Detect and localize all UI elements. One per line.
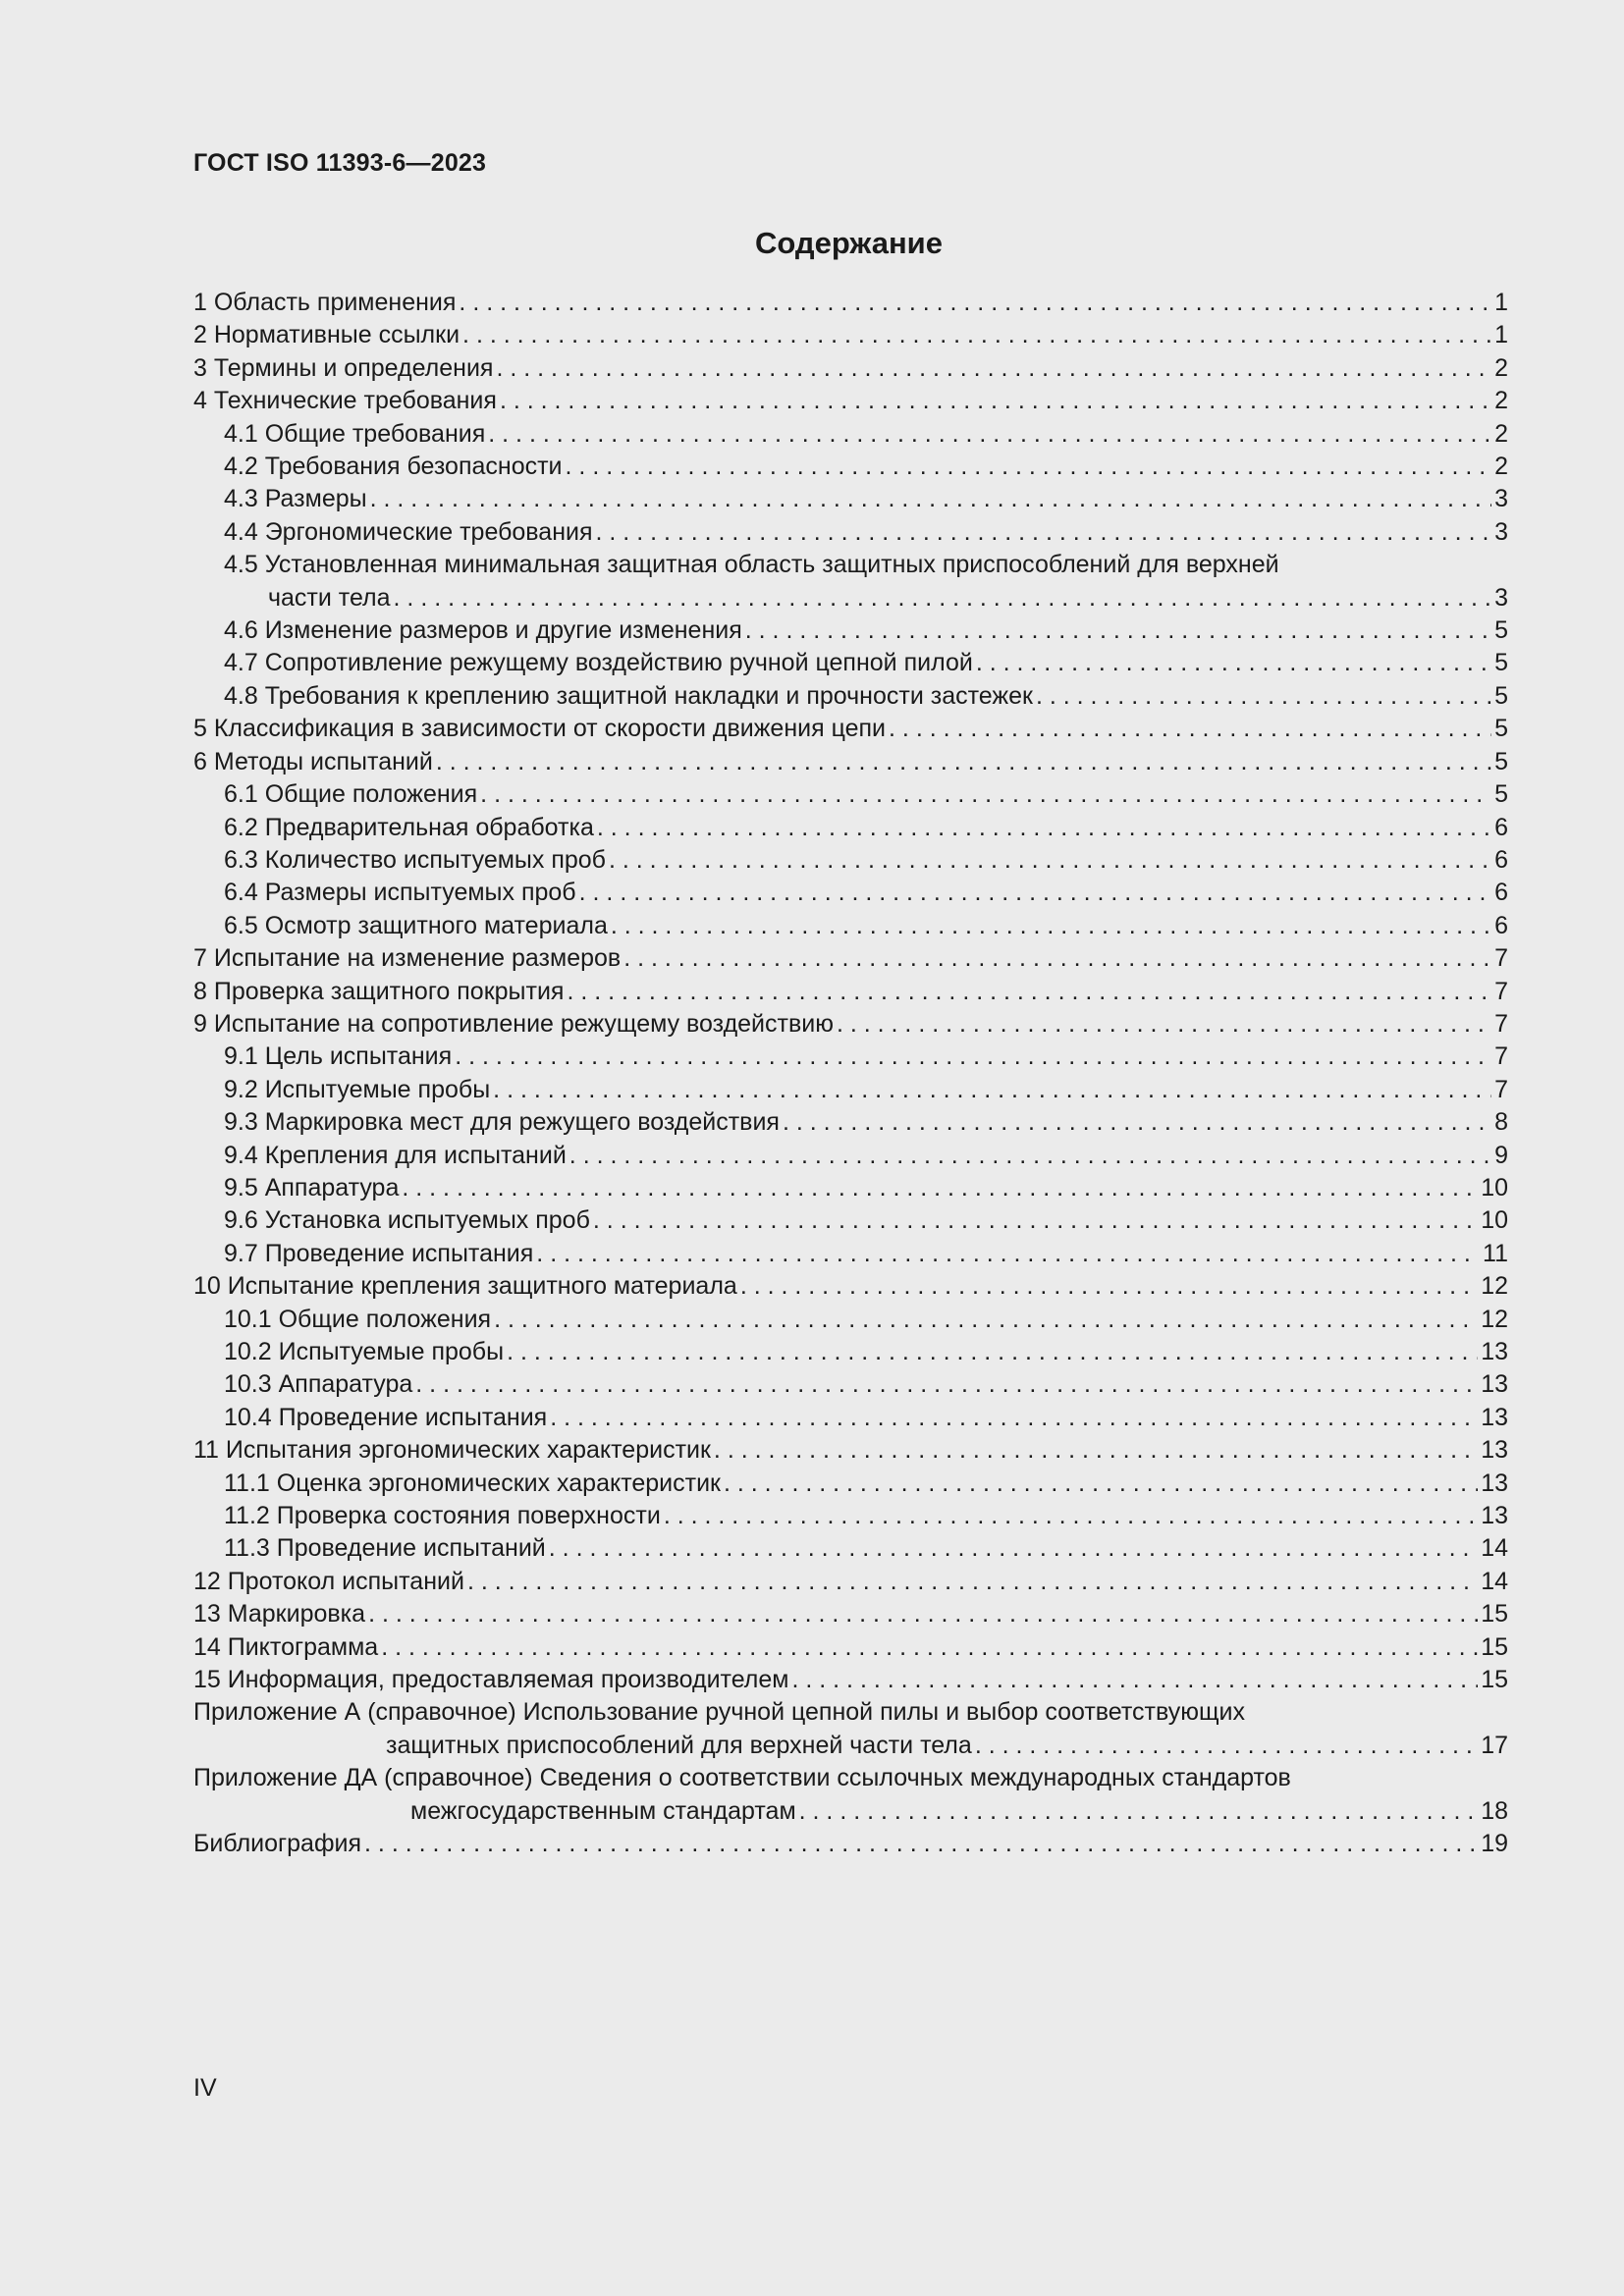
toc-entry[interactable] — [193, 1598, 1508, 1630]
toc-leader-dots — [364, 1828, 1478, 1860]
toc-entry[interactable] — [193, 549, 1508, 581]
toc-leader-dots — [609, 844, 1491, 877]
toc-entry-page: 19 — [1481, 1830, 1508, 1858]
toc-entry-page: 18 — [1481, 1796, 1508, 1825]
toc-leader-dots — [975, 1730, 1478, 1762]
toc-leader-dots — [402, 1172, 1478, 1204]
toc-entry[interactable] — [193, 287, 1508, 319]
toc-entry-page: 13 — [1481, 1338, 1508, 1365]
toc-entry-page: 15 — [1481, 1666, 1508, 1694]
toc-entry-page: 14 — [1481, 1567, 1508, 1595]
toc-leader-dots — [370, 483, 1492, 515]
toc-entry-title: 10.1 Общие положения — [224, 1305, 492, 1333]
toc-leader-dots — [740, 1270, 1478, 1303]
toc-entry-title: 4.2 Требования безопасности — [224, 453, 563, 481]
toc-entry-title: 7 Испытание на изменение размеров — [193, 944, 622, 973]
toc-entry[interactable] — [193, 1041, 1508, 1073]
toc-entry-title: 4.5 Установленная минимальная защитная область защитных приспособлений для верхней — [224, 551, 1279, 579]
toc-entry-title: 5 Классификация в зависимости от скорости движения цепи — [193, 715, 887, 743]
toc-leader-dots — [889, 713, 1491, 745]
toc-leader-dots — [791, 1664, 1478, 1696]
toc-leader-dots — [467, 1566, 1478, 1598]
toc-entry[interactable] — [193, 483, 1508, 515]
toc-entry[interactable] — [193, 1468, 1508, 1500]
toc-entry-title: 11 Испытания эргономических характеристик — [193, 1436, 711, 1465]
toc-entry-page: 6 — [1494, 879, 1508, 907]
toc-entry-title: 9.2 Испытуемые пробы — [224, 1075, 491, 1103]
toc-entry[interactable] — [193, 1730, 1508, 1762]
toc-entry[interactable] — [193, 713, 1508, 745]
toc-entry-page: 10 — [1481, 1173, 1508, 1201]
toc-entry-page: 5 — [1494, 616, 1508, 645]
page-title: Содержание — [755, 226, 943, 260]
toc-entry-page: 15 — [1481, 1632, 1508, 1661]
toc-entry[interactable] — [193, 1762, 1508, 1794]
toc-entry-title: части тела — [268, 583, 391, 612]
toc-entry-title: Библиография — [193, 1830, 362, 1858]
document-header: ГОСТ ISO 11393-6—2023 — [193, 149, 487, 177]
toc-leader-dots — [1036, 680, 1491, 713]
toc-entry-title: 9.7 Проведение испытания — [224, 1239, 534, 1267]
toc-entry[interactable] — [193, 910, 1508, 942]
toc-entry[interactable] — [193, 680, 1508, 713]
toc-leader-dots — [567, 976, 1491, 1008]
toc-entry[interactable] — [193, 1336, 1508, 1368]
toc-entry-page: 11 — [1483, 1239, 1508, 1267]
toc-entry[interactable] — [193, 844, 1508, 877]
toc-entry[interactable] — [193, 1434, 1508, 1467]
toc-entry-page: 17 — [1481, 1731, 1508, 1759]
toc-leader-dots — [415, 1368, 1478, 1401]
toc-entry-page: 6 — [1494, 813, 1508, 841]
toc-entry-title: 4.1 Общие требования — [224, 419, 486, 448]
toc-entry-page: 1 — [1494, 289, 1508, 316]
toc-entry-page: 5 — [1494, 780, 1508, 809]
toc-entry-page: 3 — [1494, 517, 1508, 546]
toc-entry[interactable] — [193, 451, 1508, 483]
toc-leader-dots — [799, 1795, 1479, 1828]
toc-entry[interactable] — [193, 812, 1508, 844]
toc-entry-page: 15 — [1481, 1600, 1508, 1629]
toc-entry-page: 8 — [1494, 1108, 1508, 1137]
toc-entry-title: 13 Маркировка — [193, 1600, 366, 1629]
toc-entry-title: 4.3 Размеры — [224, 485, 367, 513]
toc-entry-page: 5 — [1494, 649, 1508, 677]
toc-entry-title: 10 Испытание крепления защитного материала — [193, 1272, 737, 1301]
toc-entry-page: 12 — [1481, 1272, 1508, 1301]
toc-entry-page: 7 — [1494, 944, 1508, 973]
toc-entry-title: 1 Область применения — [193, 289, 457, 316]
toc-leader-dots — [368, 1598, 1478, 1630]
toc-entry-page: 12 — [1481, 1305, 1508, 1333]
toc-entry-title: защитных приспособлений для верхней части тела — [386, 1731, 972, 1759]
toc-entry-page: 5 — [1494, 681, 1508, 710]
toc-entry[interactable] — [193, 352, 1508, 385]
toc-entry[interactable] — [193, 614, 1508, 647]
toc-leader-dots — [462, 319, 1491, 351]
toc-entry-page: 10 — [1481, 1206, 1508, 1235]
toc-entry[interactable] — [193, 1696, 1508, 1729]
toc-entry-page: 1 — [1494, 321, 1508, 349]
toc-entry-title: 6.2 Предварительная обработка — [224, 813, 594, 841]
toc-entry-title: 9.5 Аппаратура — [224, 1173, 400, 1201]
table-of-contents — [193, 287, 1508, 1861]
toc-entry-page: 7 — [1494, 977, 1508, 1005]
toc-entry-page: 3 — [1494, 583, 1508, 612]
toc-entry-title: 9.3 Маркировка мест для режущего воздействия — [224, 1108, 780, 1137]
toc-entry-page: 9 — [1494, 1141, 1508, 1169]
toc-entry-page: 7 — [1494, 1042, 1508, 1071]
toc-entry-title: 4 Технические требования — [193, 387, 497, 415]
toc-leader-dots — [496, 352, 1491, 385]
toc-entry-page: 3 — [1494, 485, 1508, 513]
toc-entry[interactable] — [193, 1631, 1508, 1664]
toc-leader-dots — [623, 942, 1491, 975]
toc-leader-dots — [381, 1631, 1478, 1664]
toc-leader-dots — [596, 516, 1492, 549]
toc-entry[interactable] — [193, 1368, 1508, 1401]
toc-entry-page: 2 — [1494, 419, 1508, 448]
toc-leader-dots — [597, 812, 1491, 844]
toc-entry[interactable] — [193, 1566, 1508, 1598]
toc-entry-title: 4.4 Эргономические требования — [224, 517, 593, 546]
toc-leader-dots — [566, 451, 1492, 483]
toc-leader-dots — [500, 385, 1491, 417]
toc-leader-dots — [394, 582, 1492, 614]
toc-entry[interactable] — [193, 1106, 1508, 1139]
toc-leader-dots — [507, 1336, 1478, 1368]
toc-entry-page: 13 — [1481, 1370, 1508, 1399]
toc-entry-title: межгосударственным стандартам — [410, 1796, 796, 1825]
toc-entry-title: 11.3 Проведение испытаний — [224, 1534, 546, 1563]
toc-leader-dots — [494, 1304, 1478, 1336]
toc-entry-page: 2 — [1494, 353, 1508, 382]
toc-leader-dots — [459, 287, 1491, 319]
toc-leader-dots — [593, 1204, 1478, 1237]
toc-leader-dots — [579, 877, 1491, 909]
toc-entry[interactable] — [193, 1172, 1508, 1204]
toc-leader-dots — [550, 1402, 1478, 1434]
toc-entry-page: 5 — [1494, 715, 1508, 743]
toc-entry[interactable] — [193, 1140, 1508, 1172]
toc-entry[interactable] — [193, 1238, 1508, 1270]
toc-entry[interactable] — [193, 976, 1508, 1008]
toc-entry[interactable] — [193, 942, 1508, 975]
toc-entry-title: 6.3 Количество испытуемых проб — [224, 845, 606, 874]
toc-entry-title: 14 Пиктограмма — [193, 1632, 379, 1661]
toc-entry-title: 11.1 Оценка эргономических характеристик — [224, 1468, 721, 1497]
toc-entry[interactable] — [193, 1304, 1508, 1336]
toc-entry-page: 2 — [1494, 453, 1508, 481]
toc-entry-title: 9 Испытание на сопротивление режущему воздействию — [193, 1009, 834, 1038]
toc-leader-dots — [724, 1468, 1478, 1500]
toc-entry[interactable] — [193, 1402, 1508, 1434]
toc-entry-title: 6.4 Размеры испытуемых проб — [224, 879, 576, 907]
toc-entry-title: 3 Термины и определения — [193, 353, 494, 382]
toc-entry[interactable] — [193, 1795, 1508, 1828]
toc-entry-title: 6.1 Общие положения — [224, 780, 478, 809]
toc-entry-title: 12 Протокол испытаний — [193, 1567, 464, 1595]
toc-entry-title: 9.1 Цель испытания — [224, 1042, 453, 1071]
toc-entry-page: 2 — [1494, 387, 1508, 415]
toc-entry[interactable] — [193, 1270, 1508, 1303]
toc-entry-page: 13 — [1481, 1468, 1508, 1497]
toc-entry-title: 4.6 Изменение размеров и другие изменения — [224, 616, 742, 645]
toc-entry[interactable] — [193, 778, 1508, 811]
toc-entry-page: 6 — [1494, 911, 1508, 939]
toc-leader-dots — [480, 778, 1491, 811]
toc-entry-title: 4.8 Требования к креплению защитной накладки и прочности застежек — [224, 681, 1033, 710]
toc-entry[interactable] — [193, 1500, 1508, 1532]
toc-entry-page: 13 — [1481, 1403, 1508, 1431]
toc-leader-dots — [436, 746, 1491, 778]
page-number: IV — [193, 2074, 217, 2102]
toc-leader-dots — [455, 1041, 1491, 1073]
toc-entry-page: 7 — [1494, 1075, 1508, 1103]
toc-entry[interactable] — [193, 1828, 1508, 1860]
toc-entry[interactable] — [193, 319, 1508, 351]
toc-entry-title: 11.2 Проверка состояния поверхности — [224, 1502, 661, 1530]
toc-leader-dots — [745, 614, 1491, 647]
toc-entry-page: 14 — [1481, 1534, 1508, 1563]
toc-leader-dots — [488, 418, 1491, 451]
toc-entry-title: 10.4 Проведение испытания — [224, 1403, 548, 1431]
toc-entry[interactable] — [193, 418, 1508, 451]
toc-entry-title: 2 Нормативные ссылки — [193, 321, 460, 349]
toc-entry-title: 4.7 Сопротивление режущему воздействию ручной цепной пилой — [224, 649, 973, 677]
toc-entry-title: 9.6 Установка испытуемых проб — [224, 1206, 590, 1235]
toc-entry-page: 5 — [1494, 747, 1508, 775]
toc-entry-page: 6 — [1494, 845, 1508, 874]
toc-leader-dots — [493, 1074, 1491, 1106]
toc-entry[interactable] — [193, 516, 1508, 549]
toc-leader-dots — [536, 1238, 1480, 1270]
toc-entry[interactable] — [193, 647, 1508, 679]
toc-entry[interactable] — [193, 1074, 1508, 1106]
toc-entry[interactable] — [193, 877, 1508, 909]
toc-entry[interactable] — [193, 1204, 1508, 1237]
toc-entry-title: 6.5 Осмотр защитного материала — [224, 911, 608, 939]
toc-entry-title: Приложение ДА (справочное) Сведения о соответствии ссылочных международных стандартов — [193, 1764, 1291, 1792]
toc-leader-dots — [976, 647, 1491, 679]
toc-entry[interactable] — [193, 1008, 1508, 1041]
toc-entry-page: 13 — [1481, 1502, 1508, 1530]
toc-leader-dots — [611, 910, 1491, 942]
toc-entry-title: 9.4 Крепления для испытаний — [224, 1141, 567, 1169]
toc-entry[interactable] — [193, 1532, 1508, 1565]
toc-leader-dots — [569, 1140, 1491, 1172]
toc-leader-dots — [549, 1532, 1478, 1565]
toc-entry[interactable] — [193, 746, 1508, 778]
toc-entry-title: Приложение А (справочное) Использование ручной цепной пилы и выбор соответствующих — [193, 1698, 1246, 1727]
toc-entry-page: 13 — [1481, 1436, 1508, 1465]
toc-entry-page: 7 — [1494, 1009, 1508, 1038]
toc-leader-dots — [664, 1500, 1478, 1532]
toc-entry-title: 10.2 Испытуемые пробы — [224, 1338, 505, 1365]
toc-entry[interactable] — [193, 582, 1508, 614]
toc-entry-title: 15 Информация, предоставляемая производителем — [193, 1666, 789, 1694]
toc-entry[interactable] — [193, 1664, 1508, 1696]
toc-leader-dots — [837, 1008, 1491, 1041]
toc-leader-dots — [783, 1106, 1491, 1139]
toc-entry-title: 8 Проверка защитного покрытия — [193, 977, 565, 1005]
toc-entry-title: 10.3 Аппаратура — [224, 1370, 413, 1399]
toc-leader-dots — [714, 1434, 1478, 1467]
toc-entry[interactable] — [193, 385, 1508, 417]
toc-entry-title: 6 Методы испытаний — [193, 747, 433, 775]
